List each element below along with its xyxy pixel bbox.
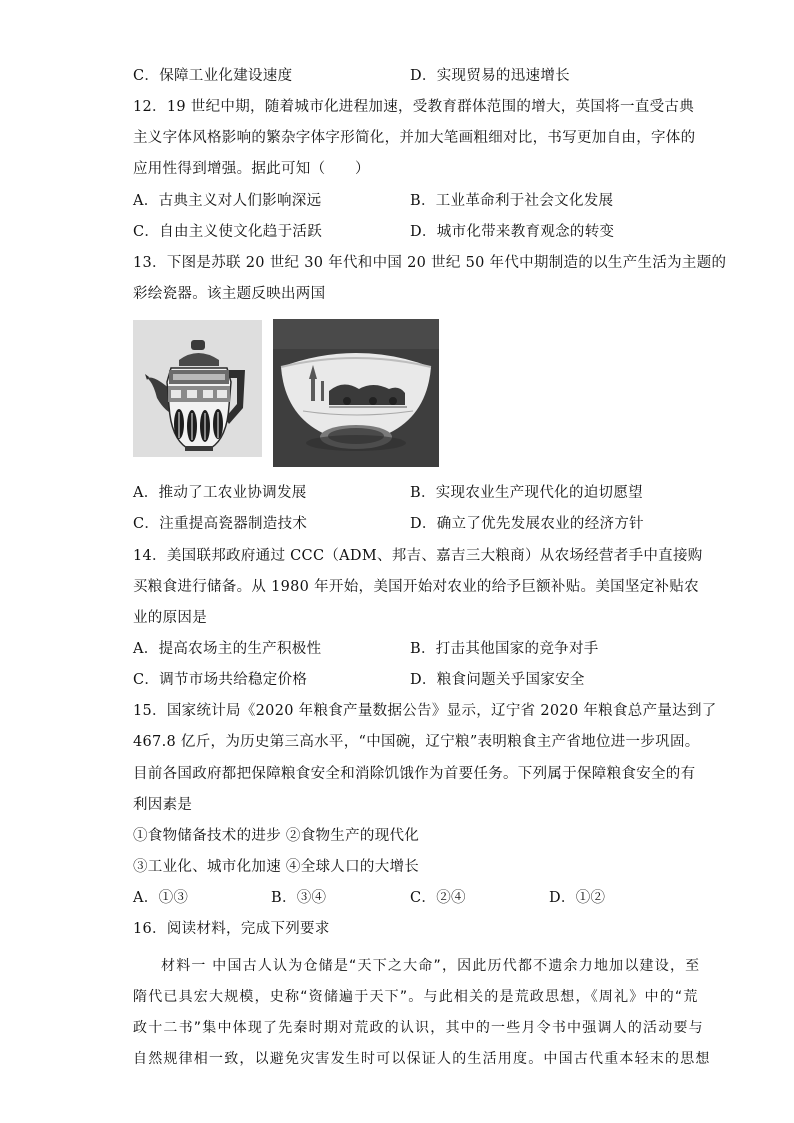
q16-material-line1: 材料一 中国古人认为仓储是“天下之大命”，因此历代都不遗余力地加以建设，至: [161, 958, 701, 974]
q15-option-a: A．①③: [133, 890, 189, 906]
q15-stem-line2: 467.8 亿斤，为历史第三高水平，“中国碗，辽宁粮”表明粮食主产省地位进一步巩固。: [133, 734, 700, 750]
q12-option-c: C．自由主义使文化趋于活跃: [133, 224, 322, 240]
q13-stem-line1: 13．下图是苏联 20 世纪 30 年代和中国 20 世纪 50 年代中期制造的以生产生活为主题的: [133, 255, 727, 271]
q15-option-c: C．②④: [410, 890, 466, 906]
q12-option-b: B．工业革命利于社会文化发展: [410, 193, 614, 209]
q12-stem-line3: 应用性得到增强。据此可知（ ）: [133, 161, 370, 177]
q16-material-line3: 政十二书”集中体现了先秦时期对荒政的认识，其中的一些月令书中强调人的活动要与: [133, 1020, 704, 1036]
q15-items-3-4: ③工业化、城市化加速 ④全球人口的大增长: [133, 859, 420, 875]
q13-stem-line2: 彩绘瓷器。该主题反映出两国: [133, 286, 326, 302]
q14-option-c: C．调节市场共给稳定价格: [133, 672, 308, 688]
q12-stem-line1: 12．19 世纪中期，随着城市化进程加速，受教育群体范围的增大，英国将一直受古典: [133, 99, 695, 115]
q15-stem-line1: 15．国家统计局《2020 年粮食产量数据公告》显示，辽宁省 2020 年粮食总产量达到了: [133, 703, 717, 719]
q13-option-b: B．实现农业生产现代化的迫切愿望: [410, 485, 643, 501]
q13-option-a: A．推动了工农业协调发展: [133, 485, 307, 501]
q16-stem: 16．阅读材料，完成下列要求: [133, 921, 330, 937]
q15-stem-line3: 目前各国政府都把保障粮食安全和消除饥饿作为首要任务。下列属于保障粮食安全的有: [133, 766, 696, 782]
q14-stem-line3: 业的原因是: [133, 610, 207, 626]
chinese-bowl-image: [273, 319, 439, 467]
q13-option-d: D．确立了优先发展农业的经济方针: [410, 516, 644, 532]
q14-stem-line1: 14．美国联邦政府通过 CCC（ADM、邦吉、嘉吉三大粮商）从农场经营者手中直接购: [133, 548, 703, 564]
q15-stem-line4: 利因素是: [133, 797, 193, 813]
q13-option-c: C．注重提高瓷器制造技术: [133, 516, 308, 532]
q14-option-b: B．打击其他国家的竞争对手: [410, 641, 599, 657]
soviet-teapot-image: [133, 320, 262, 457]
q16-material-line4: 自然规律相一致，以避免灾害发生时可以保证人的生活用度。中国古代重本轻末的思想: [133, 1051, 711, 1067]
q15-items-1-2: ①食物储备技术的进步 ②食物生产的现代化: [133, 828, 420, 844]
q16-material-line2: 隋代已具宏大规模，史称“资储遍于天下”。与此相关的是荒政思想，《周礼》中的“荒: [133, 989, 699, 1005]
q12-option-d: D．城市化带来教育观念的转变: [410, 224, 615, 240]
q15-option-b: B．③④: [271, 890, 327, 906]
q14-option-d: D．粮食问题关乎国家安全: [410, 672, 585, 688]
q11-option-d: D．实现贸易的迅速增长: [410, 68, 570, 84]
q14-stem-line2: 买粮食进行储备。从 1980 年开始，美国开始对农业的给予巨额补贴。美国坚定补贴农: [133, 579, 699, 595]
q12-stem-line2: 主义字体风格影响的繁杂字体字形简化，并加大笔画粗细对比，书写更加自由，字体的: [133, 130, 696, 146]
q15-option-d: D．①②: [549, 890, 606, 906]
q11-option-c: C．保障工业化建设速度: [133, 68, 293, 84]
q12-option-a: A．古典主义对人们影响深远: [133, 193, 322, 209]
q14-option-a: A．提高农场主的生产积极性: [133, 641, 322, 657]
